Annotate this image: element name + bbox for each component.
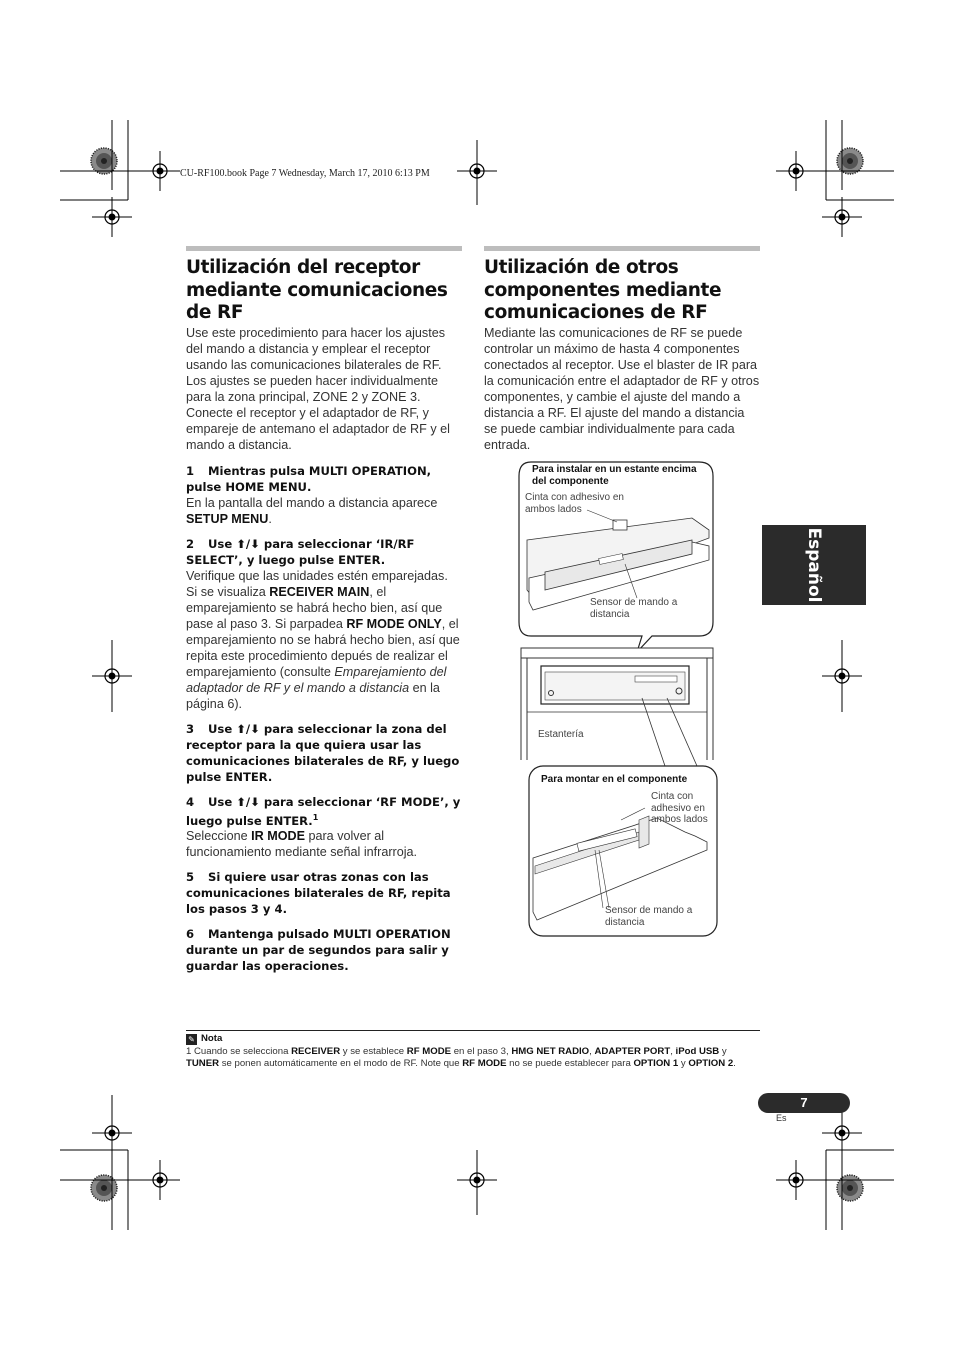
- step-number: 2: [186, 536, 195, 551]
- up-down-arrows-icon: ⬆/⬇: [236, 794, 260, 809]
- section-rule: [186, 246, 462, 251]
- figure-label-mount-on-component: Para montar en el componente: [541, 774, 688, 785]
- step-number: 1: [186, 463, 195, 478]
- note-icon: ✎: [186, 1034, 197, 1045]
- step-4: 4 Use ⬆/⬇ para seleccionar ‘RF MODE’, y luego pulse ENTER.$^1$ Seleccione IR MODE para volver al funcionamiento mediante señal infrarroja.: [186, 794, 461, 860]
- step-title: Mientras pulsa MULTI OPERATION, pulse HOME MENU.: [186, 463, 432, 494]
- figure-label-tape-bottom: Cinta con adhesivo en ambos lados: [651, 791, 708, 825]
- section-rule: [484, 246, 760, 251]
- step-title: Mantenga pulsado MULTI OPERATION durante un par de segundos para salir y guardar las operaciones.: [186, 927, 451, 974]
- footnote: [186, 1030, 760, 1071]
- step-6: [186, 926, 462, 974]
- step-body: Verifique que las unidades estén emparejadas. Si se visualiza RECEIVER MAIN, el emparejamiento se habrá hecho bien, así que pase al paso 3. Si parpadea RF MODE ONLY, el emparejamiento no se habrá hecho bien, así que repita este procedimiento depués de realizar el emparejamiento (consulte Emparejamiento del adaptador de RF y el mando a distancia en la página 6).: [186, 568, 460, 711]
- step-title: Si quiere usar otras zonas con las comunicaciones bilaterales de RF, repita los pasos 3 y 4.: [186, 870, 451, 917]
- figure-label-sensor-top: Sensor de mando a distancia: [590, 597, 678, 620]
- step-number: 6: [186, 927, 195, 942]
- page-language-code: Es: [776, 1113, 787, 1123]
- step-3: 3 Use ⬆/⬇ para seleccionar la zona del receptor para la que quiera usar las comunicaciones bilaterales de RF, y luego pulse ENTER.: [186, 721, 460, 784]
- page-number: 7: [758, 1093, 850, 1113]
- section-title: Utilización del receptor mediante comunicaciones de RF: [186, 257, 448, 323]
- language-side-tab: [762, 525, 866, 605]
- figure-label-shelf-install: Para instalar en un estante encima del componente: [532, 464, 697, 487]
- step-body: En la pantalla del mando a distancia aparece SETUP MENU.: [186, 495, 438, 526]
- up-down-arrows-icon: ⬆/⬇: [236, 536, 260, 551]
- step-1: [186, 463, 462, 527]
- figure-label-sensor-bottom: Sensor de mando a distancia: [605, 905, 693, 928]
- section-title: Utilización de otros componentes mediante comunicaciones de RF: [484, 257, 722, 323]
- step-number: 3: [186, 721, 195, 736]
- footnote-ref: 1: [312, 812, 319, 822]
- figure-label-shelf: Estantería: [538, 729, 584, 740]
- installation-figure: [517, 460, 737, 940]
- step-number: 5: [186, 870, 195, 885]
- section-intro: Mediante las comunicaciones de RF se puede controlar un máximo de hasta 4 componentes conectados al receptor. Use el blaster de IR para la comunicación entre el adaptador de RF y otros componentes, y cambie el ajuste del mando a distancia a RF. El ajuste del mando a distancia se puede cambiar individualmente para cada entrada.: [484, 325, 760, 452]
- step-2: 2 Use ⬆/⬇ para seleccionar ‘IR/RF SELECT’, y luego pulse ENTER. Verifique que las unidades estén emparejadas. Si se visualiza RECEIVER MAIN, el emparejamiento se habrá hecho bien, así que pase al paso 3. Si parpadea RF MODE ONLY, el emparejamiento no se habrá hecho bien, así que repita este procedimiento depués de realizar el emparejamiento (consulte Emparejamiento del adaptador de RF y el mando a distancia en la página 6).: [186, 536, 462, 712]
- figure-label-tape-top: Cinta con adhesivo en ambos lados: [525, 492, 624, 515]
- up-down-arrows-icon: ⬆/⬇: [236, 721, 260, 736]
- step-number: 4: [186, 794, 195, 809]
- book-header-line: CU-RF100.book Page 7 Wednesday, March 17, 2010 6:13 PM: [180, 168, 430, 179]
- step-body: Seleccione IR MODE para volver al funcionamiento mediante señal infrarroja.: [186, 829, 418, 860]
- right-column: [484, 246, 760, 453]
- section-intro: Use este procedimiento para hacer los ajustes del mando a distancia y emplear el receptor usando las comunicaciones bilaterales de RF. Los ajustes se pueden hacer individualmente para la zona principal, ZONE 2 y ZONE 3. Conecte el receptor y el adaptador de RF, y empareje de antemano el adaptador de RF y el mando a distancia.: [186, 325, 450, 452]
- note-text: 1 Cuando se selecciona RECEIVER y se establece RF MODE en el paso 3, HMG NET RADIO, ADAPTER PORT, iPod USB y TUNER se ponen automáticamente en el modo de RF. Note que RF MODE no se puede establecer para OPTION 1 y OPTION 2.: [186, 1045, 736, 1070]
- note-heading: Nota: [201, 1033, 223, 1044]
- step-5: [186, 869, 462, 917]
- language-tab-label: Español: [804, 527, 824, 603]
- left-column: [186, 246, 462, 974]
